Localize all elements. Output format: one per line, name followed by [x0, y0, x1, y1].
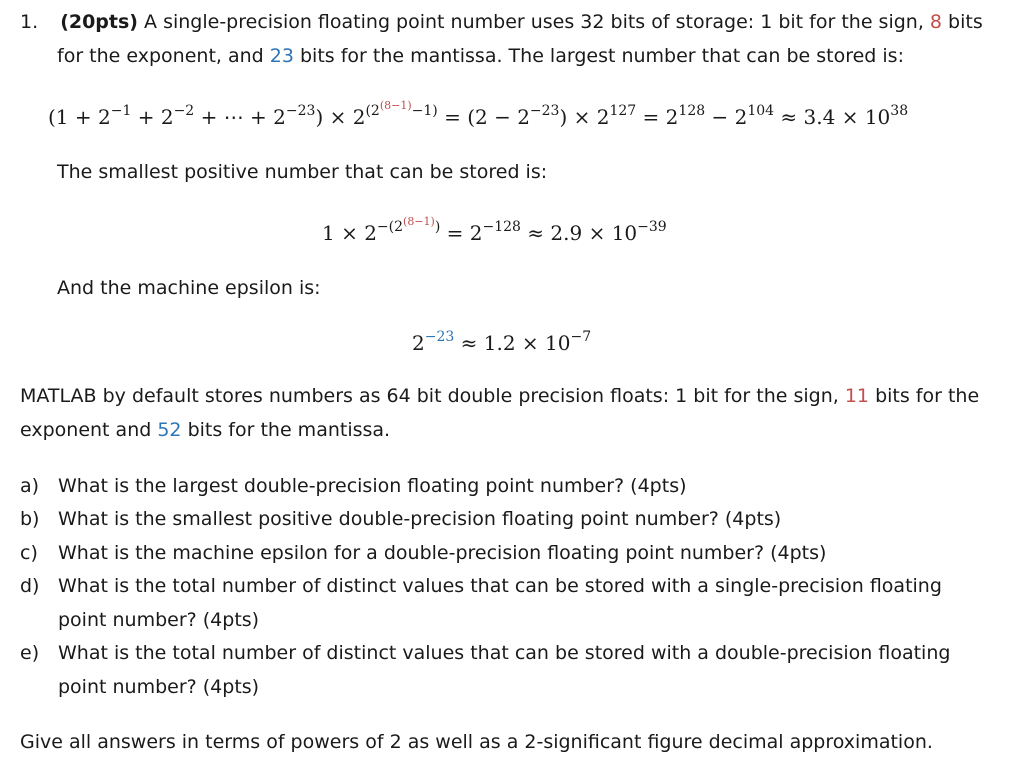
- matlab-line-2: exponent and 52 bits for the mantissa.: [20, 419, 391, 441]
- closing-instruction: Give all answers in terms of powers of 2 as well as a 2-significant figure decimal approximation.: [20, 731, 933, 753]
- epsilon-equation: $2^{-23} \approx 1.2 \times 10^{-7}$: [412, 329, 592, 355]
- matlab-line-1: MATLAB by default stores numbers as 64 bit double precision floats: 1 bit for the sign, 11 bits for the: [20, 385, 980, 407]
- question-d: d) What is the total number of distinct values that can be stored with a single-precision floating: [20, 575, 942, 597]
- double-exponent-bits: 11: [844, 385, 870, 407]
- problem-number: 1.: [20, 11, 39, 33]
- question-e-continued: point number? (4pts): [58, 676, 260, 698]
- intro-text-d: bits for the mantissa. The largest number that can be stored is:: [293, 45, 904, 67]
- intro-text-c: for the exponent, and: [57, 45, 270, 67]
- smallest-number-equation: $1 \times 2^{-(2^{(8-1)})} = 2^{-128} \approx 2.9 \times 10^{-39}$: [322, 214, 667, 245]
- single-exponent-bits: 8: [929, 11, 943, 33]
- question-e: e) What is the total number of distinct values that can be stored with a double-precision floating: [20, 642, 951, 664]
- question-b: b) What is the smallest positive double-precision floating point number? (4pts): [20, 508, 782, 530]
- problem-points: (20pts): [60, 11, 138, 33]
- question-c: c) What is the machine epsilon for a double-precision floating point number? (4pts): [20, 542, 827, 564]
- question-d-continued: point number? (4pts): [58, 609, 260, 631]
- intro-text-a: A single-precision floating point number uses 32 bits of storage: 1 bit for the sign,: [138, 11, 930, 33]
- intro-text-b: bits: [942, 11, 983, 33]
- smallest-label: The smallest positive number that can be stored is:: [57, 161, 548, 183]
- epsilon-label: And the machine epsilon is:: [57, 277, 321, 299]
- intro-line-1: [20, 10, 983, 34]
- largest-number-equation: ($1 + 2^{-1} + 2^{-2}$ + ⋯ + $2^{-23}) \times 2^{(2^{(8-1)}-1)} = (2 - 2^{-23}) \times 2^{127} = 2^{128} - 2^{104} \approx 3.4 \times 10^{38}$: [48, 98, 909, 129]
- intro-line-2: [57, 44, 904, 68]
- question-a: a) What is the largest double-precision floating point number? (4pts): [20, 475, 687, 497]
- double-mantissa-bits: 52: [157, 419, 182, 441]
- single-mantissa-bits: 23: [269, 45, 294, 67]
